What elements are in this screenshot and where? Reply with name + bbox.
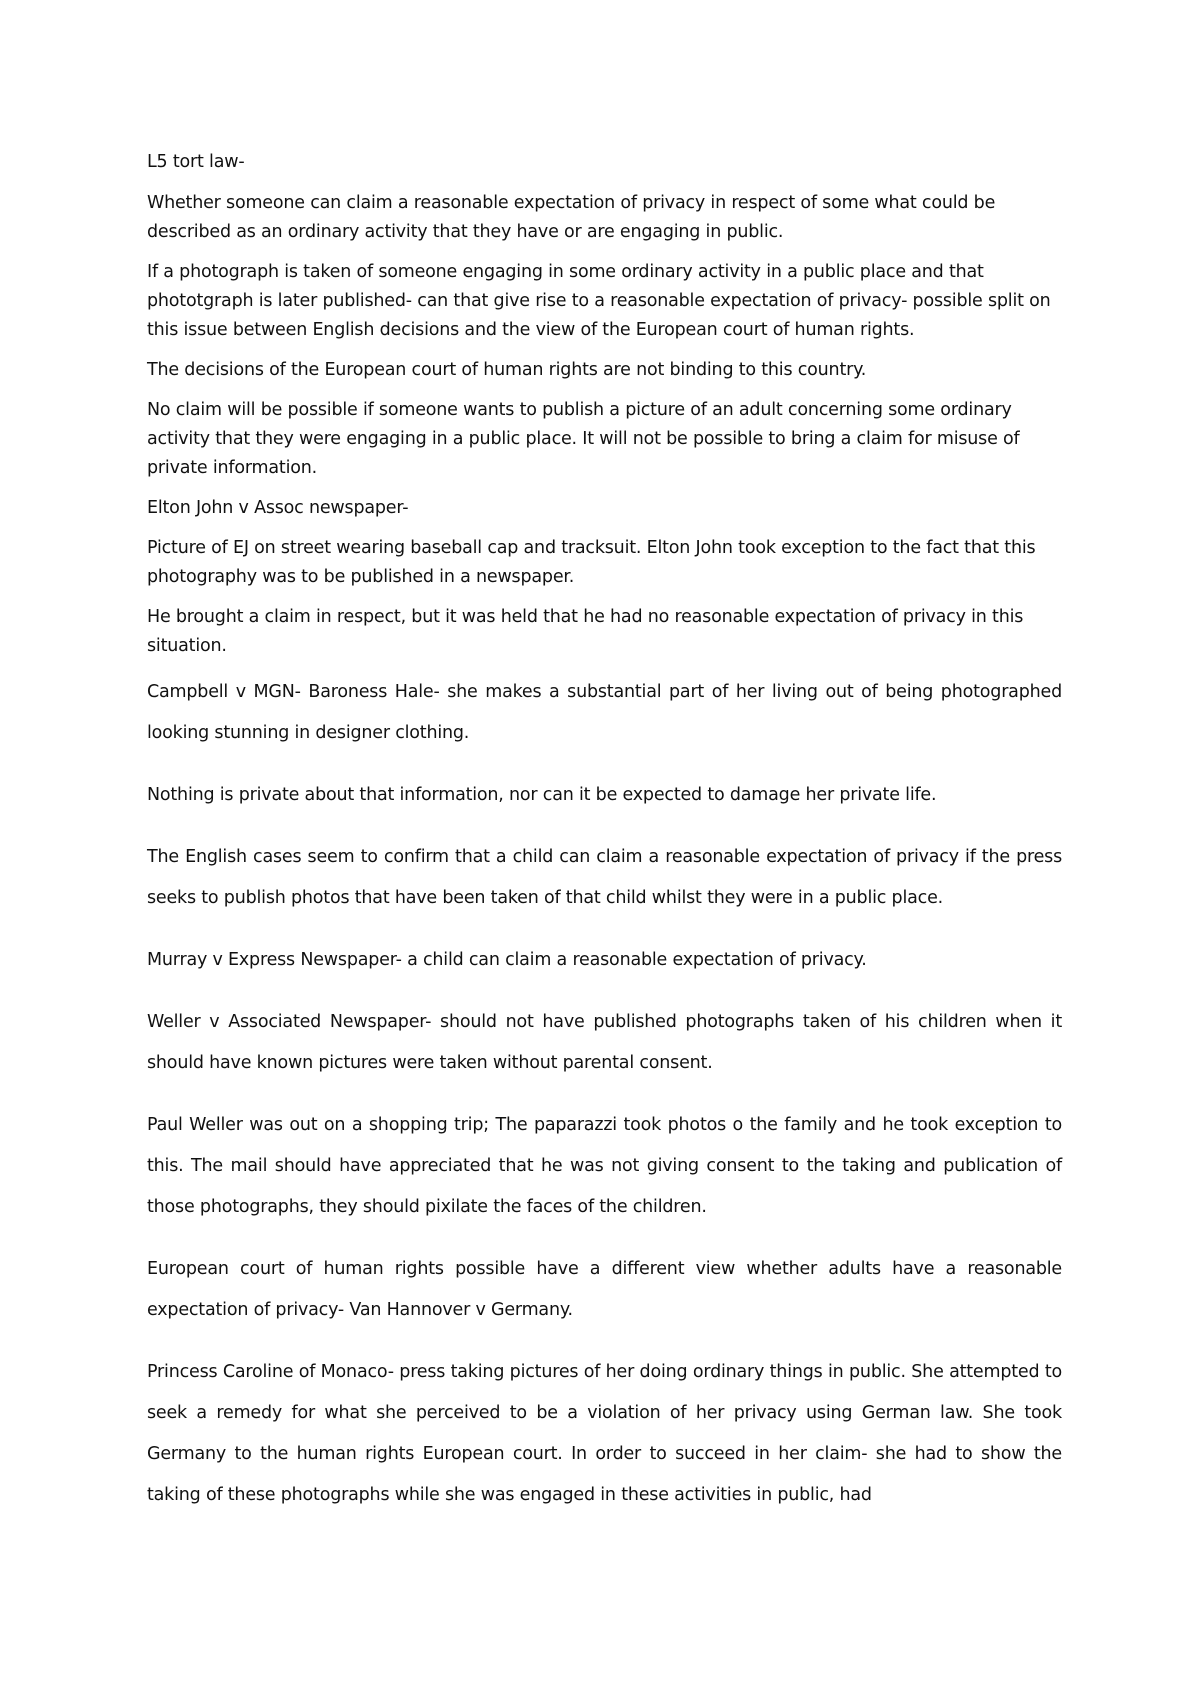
paragraph: Picture of EJ on street wearing baseball cap and tracksuit. Elton John took exception to the fact that this photography was to be published in a newspaper. (147, 538, 1036, 587)
paragraph: The decisions of the European court of human rights are not binding to this country. (147, 360, 867, 380)
paragraph: The English cases seem to confirm that a child can claim a reasonable expectation of privacy if the press seeks to publish photos that have been taken of that child whilst they were in a public place. (147, 847, 1062, 908)
document-title: L5 tort law- (147, 152, 245, 172)
paragraph: He brought a claim in respect, but it was held that he had no reasonable expectation of privacy in this situation. (147, 607, 1024, 656)
paragraph: Nothing is private about that information, nor can it be expected to damage her private life. (147, 785, 937, 805)
paragraph: Murray v Express Newspaper- a child can claim a reasonable expectation of privacy. (147, 950, 867, 970)
paragraph: Princess Caroline of Monaco- press taking pictures of her doing ordinary things in public. She attempted to seek a remedy for what she perceived to be a violation of her privacy using German law. She took Germany to the human rights European court. In order to succeed in her claim- she had to show the taking of these photographs while she was engaged in these activities in public, had (147, 1362, 1062, 1505)
paragraph: Campbell v MGN- Baroness Hale- she makes a substantial part of her living out of being photographed looking stunning in designer clothing. (147, 682, 1062, 743)
case-heading: Elton John v Assoc newspaper- (147, 498, 409, 518)
paragraph: European court of human rights possible have a different view whether adults have a reasonable expectation of privacy- Van Hannover v Germany. (147, 1259, 1062, 1320)
paragraph: Whether someone can claim a reasonable expectation of privacy in respect of some what could be described as an ordinary activity that they have or are engaging in public. (147, 193, 996, 242)
document-body (147, 148, 1062, 1537)
paragraph: Paul Weller was out on a shopping trip; The paparazzi took photos o the family and he took exception to this. The mail should have appreciated that he was not giving consent to the taking and publication of those photographs, they should pixilate the faces of the children. (147, 1115, 1062, 1217)
paragraph: Weller v Associated Newspaper- should not have published photographs taken of his children when it should have known pictures were taken without parental consent. (147, 1012, 1062, 1073)
paragraph: No claim will be possible if someone wants to publish a picture of an adult concerning some ordinary activity that they were engaging in a public place. It will not be possible to bring a claim for misuse of private information. (147, 400, 1020, 478)
paragraph: If a photograph is taken of someone engaging in some ordinary activity in a public place and that phototgraph is later published- can that give rise to a reasonable expectation of privacy- possible split on this issue between English decisions and the view of the European court of human rights. (147, 262, 1051, 340)
